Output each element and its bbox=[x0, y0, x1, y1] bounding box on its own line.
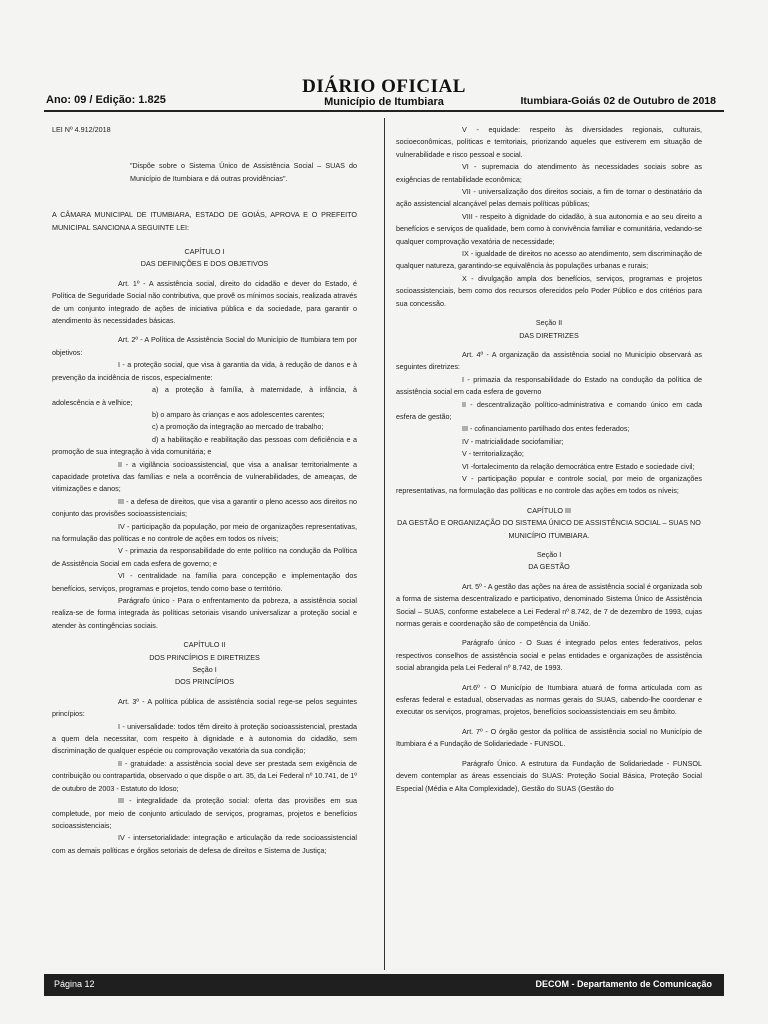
paragraph: Art. 4º - A organização da assistência social no Município observará as seguintes diretrizes: bbox=[396, 349, 702, 372]
paragraph: c) a promoção da integração ao mercado de trabalho; bbox=[152, 422, 324, 432]
law-number: LEI Nº 4.912/2018 bbox=[52, 125, 111, 134]
paragraph: II - gratuidade: a assistência social deve ser prestada sem exigência de contribuição ou contrapartida, observado o que dispõe o art. 35, da Lei Federal nº 10.741, de 1º de outubro de 2003 - Estatuto do Idoso; bbox=[52, 758, 357, 793]
enactment-clause: A CÂMARA MUNICIPAL DE ITUMBIARA, ESTADO DE GOIÁS, APROVA E O PREFEITO MUNICIPAL SANCIONA A SEGUINTE LEI: bbox=[52, 210, 357, 232]
paragraph: VI - supremacia do atendimento às necessidades sociais sobre as exigências de rentabilidade econômica; bbox=[396, 162, 702, 184]
paragraph: Art. 7º - O órgão gestor da política de assistência social no Município de Itumbiara é a Fundação de Solidariedade - FUNSOL. bbox=[396, 726, 702, 749]
issue-info: Ano: 09 / Edição: 1.825 bbox=[46, 94, 166, 106]
paragraph: III - a defesa de direitos, que visa a garantir o pleno acesso aos direitos no conjunto das provisões socioassistenciais; bbox=[52, 496, 357, 519]
paragraph: II - a vigilância socioassistencial, que visa a analisar territorialmente a capacidade protetiva das famílias e nela a ocorrência de vulnerabilidades, de ameaças, de vitimizações e danos; bbox=[52, 459, 357, 494]
paragraph: Parágrafo Único. A estrutura da Fundação de Solidariedade - FUNSOL devem contemplar as áreas essenciais do SUAS: Proteção Social Básica, Proteção Social Especial (Média e Alta Complexidade), Gestão do SUAS (Gestão do bbox=[396, 758, 702, 793]
paragraph: IV - matricialidade sociofamiliar; bbox=[462, 436, 564, 446]
paragraph: II - descentralização político-administrativa e comando único em cada esfera de gestão; bbox=[396, 399, 702, 421]
newspaper-title: DIÁRIO OFICIAL bbox=[302, 76, 466, 97]
municipality-name: Município de Itumbiara bbox=[324, 96, 444, 108]
paragraph: Art. 5º - A gestão das ações na área de assistência social é organizada sob a forma de sistema descentralizado e participativo, denominado Sistema Único de Assistência Social – SUAS, conforme estabelece a Lei Federal nº 8.742, de 7 de dezembro de 1993, cujas normas gerais e coordenação são de competência da União. bbox=[396, 581, 702, 629]
paragraph: VI - centralidade na família para concepção e implementação dos benefícios, serviços, programas e projetos, tendo como base o território. bbox=[52, 571, 357, 593]
section-heading: Seção I bbox=[536, 550, 562, 559]
section-title: DOS PRINCÍPIOS bbox=[174, 677, 235, 687]
paragraph: Parágrafo único - O Suas é integrado pelos entes federativos, pelos respectivos conselhos de assistência social e pelas entidades e organizações de assistência social abrangida pela Lei Federal nº 8.742, de 1993. bbox=[396, 638, 702, 673]
chapter-heading: CAPÍTULO II bbox=[183, 640, 226, 650]
left-column bbox=[52, 124, 357, 857]
paragraph: Art. 3º - A política pública de assistência social rege-se pelos seguintes princípios: bbox=[52, 696, 357, 719]
header-divider bbox=[44, 110, 724, 112]
paragraph: Art.6º - O Município de Itumbiara atuará de forma articulada com as esferas federal e estadual, observadas as normas gerais do SUAS, cabendo-lhe coordenar e executar os serviços, programas, projetos, benefícios socioassistenciais em seu âmbito. bbox=[396, 682, 702, 717]
right-column bbox=[396, 124, 702, 795]
chapter-heading: CAPÍTULO I bbox=[184, 247, 225, 257]
paragraph: III - cofinanciamento partilhado dos entes federados; bbox=[462, 424, 630, 434]
law-summary: "Dispõe sobre o Sistema Único de Assistência Social – SUAS do Município de Itumbiara e dá outras providências". bbox=[130, 161, 357, 183]
paragraph: Art. 1º - A assistência social, direito do cidadão e dever do Estado, é Política de Seguridade Social não contributiva, que provê os mínimos sociais, realizada através de um conjunto integrado de ações de iniciativa pública e da sociedade, para garantir o atendimento às necessidades básicas. bbox=[52, 278, 357, 326]
paragraph: b) o amparo às crianças e aos adolescentes carentes; bbox=[152, 409, 325, 419]
paragraph: IV - intersetorialidade: integração e articulação da rede socioassistencial com as demais políticas e órgãos setoriais de defesa de direitos e Sistema de Justiça; bbox=[52, 833, 357, 855]
chapter-title: DAS DEFINIÇÕES E DOS OBJETIVOS bbox=[140, 259, 269, 269]
page-number: Página 12 bbox=[54, 979, 95, 989]
paragraph: V - primazia da responsabilidade do ente político na condução da Política de Assistência Social em cada esfera de governo; e bbox=[52, 546, 357, 568]
paragraph: d) a habilitação e reabilitação das pessoas com deficiência e a promoção de sua integração à vida comunitária; e bbox=[52, 434, 357, 457]
footer-bar bbox=[44, 974, 724, 996]
section-title: DAS DIRETRIZES bbox=[519, 330, 579, 340]
paragraph: a) a proteção à família, à maternidade, à infância, à adolescência e à velhice; bbox=[52, 385, 357, 407]
paragraph: V - territorialização; bbox=[462, 449, 524, 459]
section-heading: Seção I bbox=[192, 665, 217, 675]
paragraph: V - equidade: respeito às diversidades regionais, culturais, socioeconômicas, políticas e territoriais, priorizando aqueles que estiverem em situação de vulnerabilidade e risco pessoal e social. bbox=[396, 125, 702, 159]
chapter-heading: CAPÍTULO III bbox=[527, 505, 571, 515]
paragraph: VIII - respeito à dignidade do cidadão, à sua autonomia e ao seu direito a benefícios e serviços de qualidade, bem como à convivência familiar e comunitária, vedando-se qualquer comprovação vexatória de necessidade; bbox=[396, 211, 702, 246]
section-title: DA GESTÃO bbox=[528, 562, 570, 572]
paragraph: VII - universalização dos direitos sociais, a fim de tornar o destinatário da ação assistencial alcançável pelas demais políticas públicas; bbox=[396, 187, 702, 209]
department-name: DECOM - Departamento de Comunicação bbox=[535, 979, 712, 989]
chapter-title: DA GESTÃO E ORGANIZAÇÃO DO SISTEMA ÚNICO DE ASSISTÊNCIA SOCIAL – SUAS NO MUNICÍPIO ITUMBIARA. bbox=[397, 518, 701, 540]
publication-date: Itumbiara-Goiás 02 de Outubro de 2018 bbox=[520, 95, 716, 107]
section-heading: Seção II bbox=[535, 318, 563, 328]
chapter-title: DOS PRINCÍPIOS E DIRETRIZES bbox=[149, 652, 260, 662]
paragraph: X - divulgação ampla dos benefícios, serviços, programas e projetos socioassistenciais, bem como dos recursos oferecidos pelo Poder Público e dos critérios para sua concessão. bbox=[396, 273, 702, 308]
paragraph: IV - participação da população, por meio de organizações representativas, na formulação das políticas e no controle de ações em todos os níveis; bbox=[52, 521, 357, 543]
paragraph: I - primazia da responsabilidade do Estado na condução da política de assistência social em cada esfera de governo bbox=[396, 374, 702, 397]
paragraph: I - a proteção social, que visa à garantia da vida, à redução de danos e à prevenção da incidência de riscos, especialmente: bbox=[52, 360, 357, 382]
paragraph: V - participação popular e controle social, por meio de organizações representativas, na formulação das políticas e no controle das ações em todos os níveis; bbox=[396, 473, 702, 496]
paragraph: Parágrafo único - Para o enfrentamento da pobreza, a assistência social realiza-se de forma integrada às políticas setoriais visando universalizar a proteção social e atender às contingências sociais. bbox=[52, 596, 357, 630]
paragraph: VI -fortalecimento da relação democrática entre Estado e sociedade civil; bbox=[462, 461, 695, 471]
paragraph: III - integralidade da proteção social: oferta das provisões em sua completude, por meio de conjunto articulado de serviços, programas, projetos e benefícios socioassistenciais; bbox=[52, 796, 357, 830]
paragraph: I - universalidade: todos têm direito à proteção socioassistencial, prestada a quem dela necessitar, com respeito à dignidade e à autonomia do cidadão, sem discriminação de qualquer espécie ou comprovação vexatória da sua condição; bbox=[52, 721, 357, 756]
column-divider bbox=[384, 118, 385, 970]
paragraph: IX - igualdade de direitos no acesso ao atendimento, sem discriminação de qualquer natureza, garantindo-se equivalência às populações urbanas e rurais; bbox=[396, 249, 702, 271]
paragraph: Art. 2º - A Política de Assistência Social do Município de Itumbiara tem por objetivos: bbox=[52, 335, 357, 357]
